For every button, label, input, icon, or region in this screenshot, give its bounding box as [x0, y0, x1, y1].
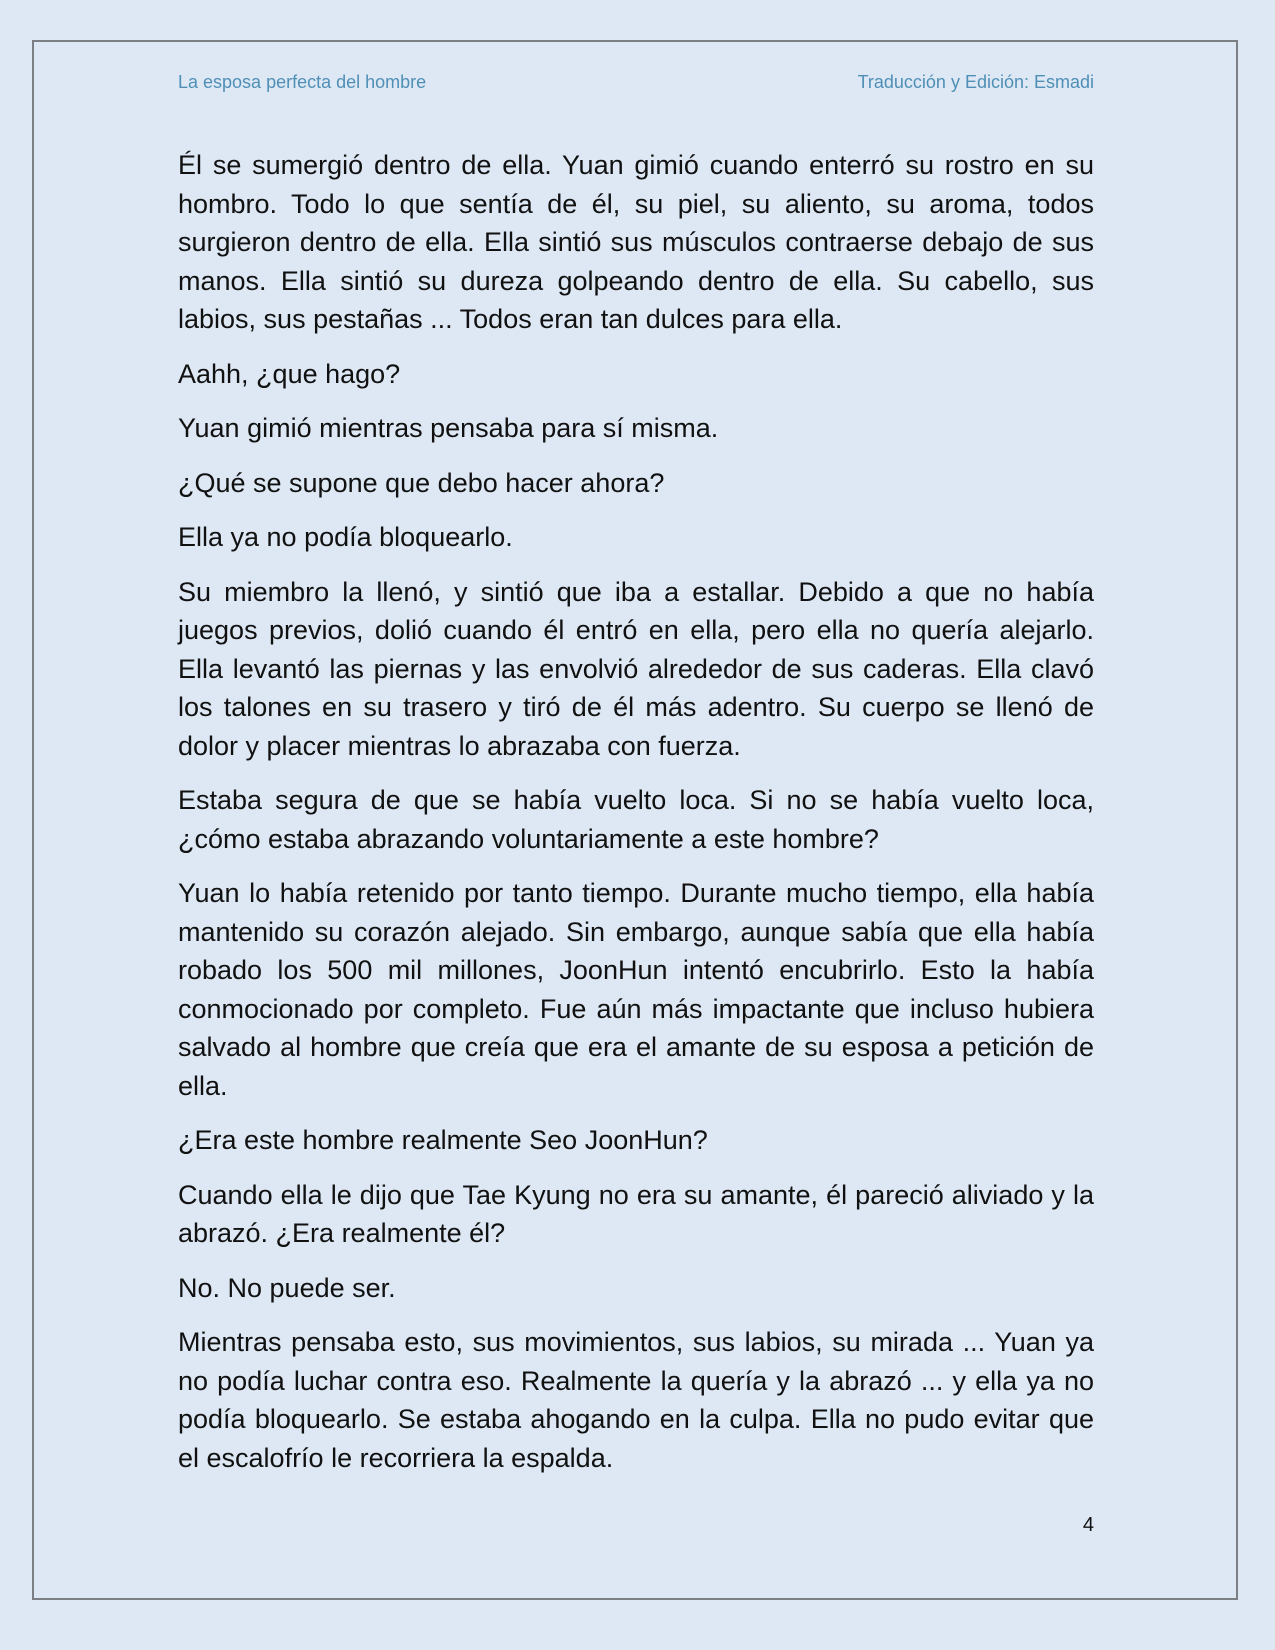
paragraph: Su miembro la llenó, y sintió que iba a estallar. Debido a que no había juegos previos, dolió cuando él entró en ella, pero ella no quería alejarlo. Ella levantó las piernas y las envolvió alrededor de sus caderas. Ella clavó los talones en su trasero y tiró de él más adentro. Su cuerpo se llenó de dolor y placer mientras lo abrazaba con fuerza. [178, 576, 1094, 761]
page-number: 4 [1082, 1514, 1094, 1536]
paragraph: Aahh, ¿que hago? [178, 358, 401, 389]
paragraph: Yuan gimió mientras pensaba para sí misma. [178, 413, 719, 443]
page-header [178, 72, 1094, 98]
paragraph: No. No puede ser. [178, 1272, 396, 1303]
paragraph: ¿Era este hombre realmente Seo JoonHun? [178, 1125, 708, 1155]
paragraph: ¿Qué se supone que debo hacer ahora? [178, 467, 665, 498]
paragraph: Estaba segura de que se había vuelto loca. Si no se había vuelto loca, ¿cómo estaba abrazando voluntariamente a este hombre? [178, 785, 1094, 854]
paragraph: Yuan lo había retenido por tanto tiempo. Durante mucho tiempo, ella había mantenido su corazón alejado. Sin embargo, aunque sabía que ella había robado los 500 mil millones, JoonHun intentó encubrirlo. Esto la había conmocionado por completo. Fue aún más impactante que incluso hubiera salvado al hombre que creía que era el amante de su esposa a petición de ella. [178, 878, 1094, 1101]
page-body [178, 146, 1094, 1493]
paragraph: Cuando ella le dijo que Tae Kyung no era su amante, él pareció aliviado y la abrazó. ¿Era realmente él? [178, 1179, 1094, 1248]
paragraph: Mientras pensaba esto, sus movimientos, sus labios, su mirada ... Yuan ya no podía luchar contra eso. Realmente la quería y la abrazó ... y ella ya no podía bloquearlo. Se estaba ahogando en la culpa. Ella no pudo evitar que el escalofrío le recorriera la espalda. [178, 1327, 1094, 1473]
header-credits: Traducción y Edición: Esmadi [857, 72, 1094, 92]
paragraph: Ella ya no podía bloquearlo. [178, 522, 513, 552]
document-page [32, 40, 1238, 1600]
paragraph: Él se sumergió dentro de ella. Yuan gimió cuando enterró su rostro en su hombro. Todo lo que sentía de él, su piel, su aliento, su aroma, todos surgieron dentro de ella. Ella sintió sus músculos contraerse debajo de sus manos. Ella sintió su dureza golpeando dentro de ella. Su cabello, sus labios, sus pestañas ... Todos eran tan dulces para ella. [178, 150, 1094, 334]
header-book-title: La esposa perfecta del hombre [178, 72, 427, 92]
